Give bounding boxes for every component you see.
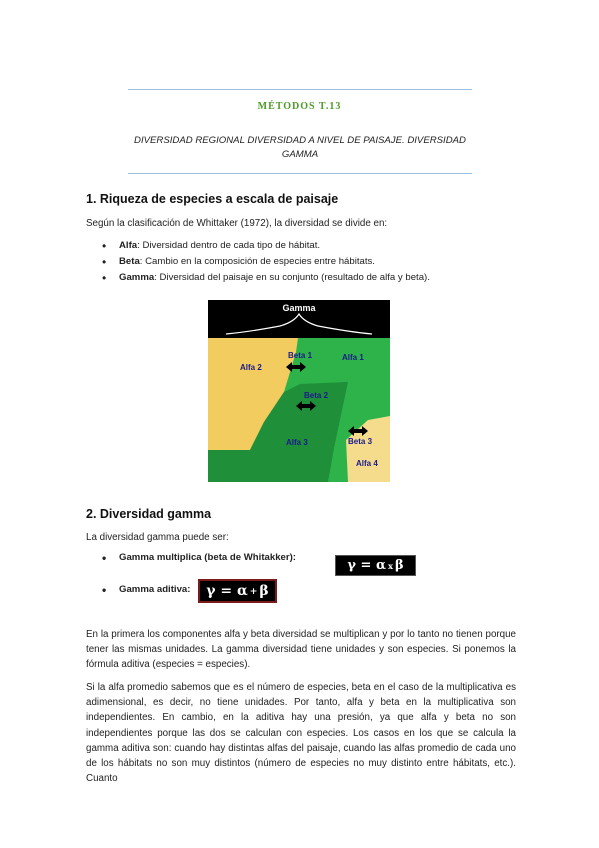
label-alfa2: Alfa 2 xyxy=(240,363,262,372)
list-item: • Gamma aditiva: xyxy=(86,582,190,598)
list-item: • Beta: Cambio en la composición de especies entre hábitats. xyxy=(86,254,430,270)
section1-heading: 1. Riqueza de especies a escala de paisaje xyxy=(86,192,339,206)
paragraph-1: En la primera los componentes alfa y beta diversidad se multiplican y por lo tanto no tienen porque tener las mismas unidades. La gamma diversidad tiene unidades y son especies. Si ponemos la fórmula aditiva (especies = especies). xyxy=(86,629,516,671)
top-rule xyxy=(128,89,472,90)
label-alfa4: Alfa 4 xyxy=(356,459,378,468)
list-item: • Alfa: Diversidad dentro de cada tipo de hábitat. xyxy=(86,238,430,254)
section2-heading: 2. Diversidad gamma xyxy=(86,507,212,521)
diversity-types-list xyxy=(86,238,430,286)
gamma-types-list-2 xyxy=(86,582,190,598)
landscape-diversity-diagram xyxy=(208,300,390,482)
gamma-types-list xyxy=(86,550,296,566)
label-beta2: Beta 2 xyxy=(304,391,329,400)
paragraph-2: Si la alfa promedio sabemos que es el número de especies, beta en el caso de la multiplicativa es adimensional, es decir, no tiene unidades. Por tanto, alfa y beta en la multiplicativa son independientes. En cambio, en la aditiva hay una presión, ya que alfa y beta no son independientes porque las dos se calculan con especies. Los casos en los que se calcula la gamma aditiva son: cuando hay distintas alfas del paisaje, cuando las alfas promedio de cada uno de los hábitats no son muy distintos (número de especies no muy distinto entre hábitats, etc.). Cuanto xyxy=(86,682,516,785)
section1-intro: Según la clasificación de Whittaker (1972), la diversidad se divide en: xyxy=(86,218,388,229)
label-alfa3: Alfa 3 xyxy=(286,438,308,447)
formula-additive: γ = α + β xyxy=(198,579,277,603)
document-title: MÉTODOS T.13 xyxy=(257,101,342,112)
gamma-label: Gamma xyxy=(282,303,316,313)
document-subtitle: DIVERSIDAD REGIONAL DIVERSIDAD A NIVEL DE PAISAJE. DIVERSIDAD GAMMA xyxy=(134,135,466,160)
formula-multiplicative: γ = α x β xyxy=(335,555,416,576)
label-beta3: Beta 3 xyxy=(348,437,373,446)
label-beta1: Beta 1 xyxy=(288,351,313,360)
section2-intro: La diversidad gamma puede ser: xyxy=(86,532,229,543)
list-item: • Gamma multiplica (beta de Whitakker): xyxy=(86,550,296,566)
list-item: • Gamma: Diversidad del paisaje en su conjunto (resultado de alfa y beta). xyxy=(86,270,430,286)
bottom-rule xyxy=(128,173,472,174)
label-alfa1: Alfa 1 xyxy=(342,353,364,362)
